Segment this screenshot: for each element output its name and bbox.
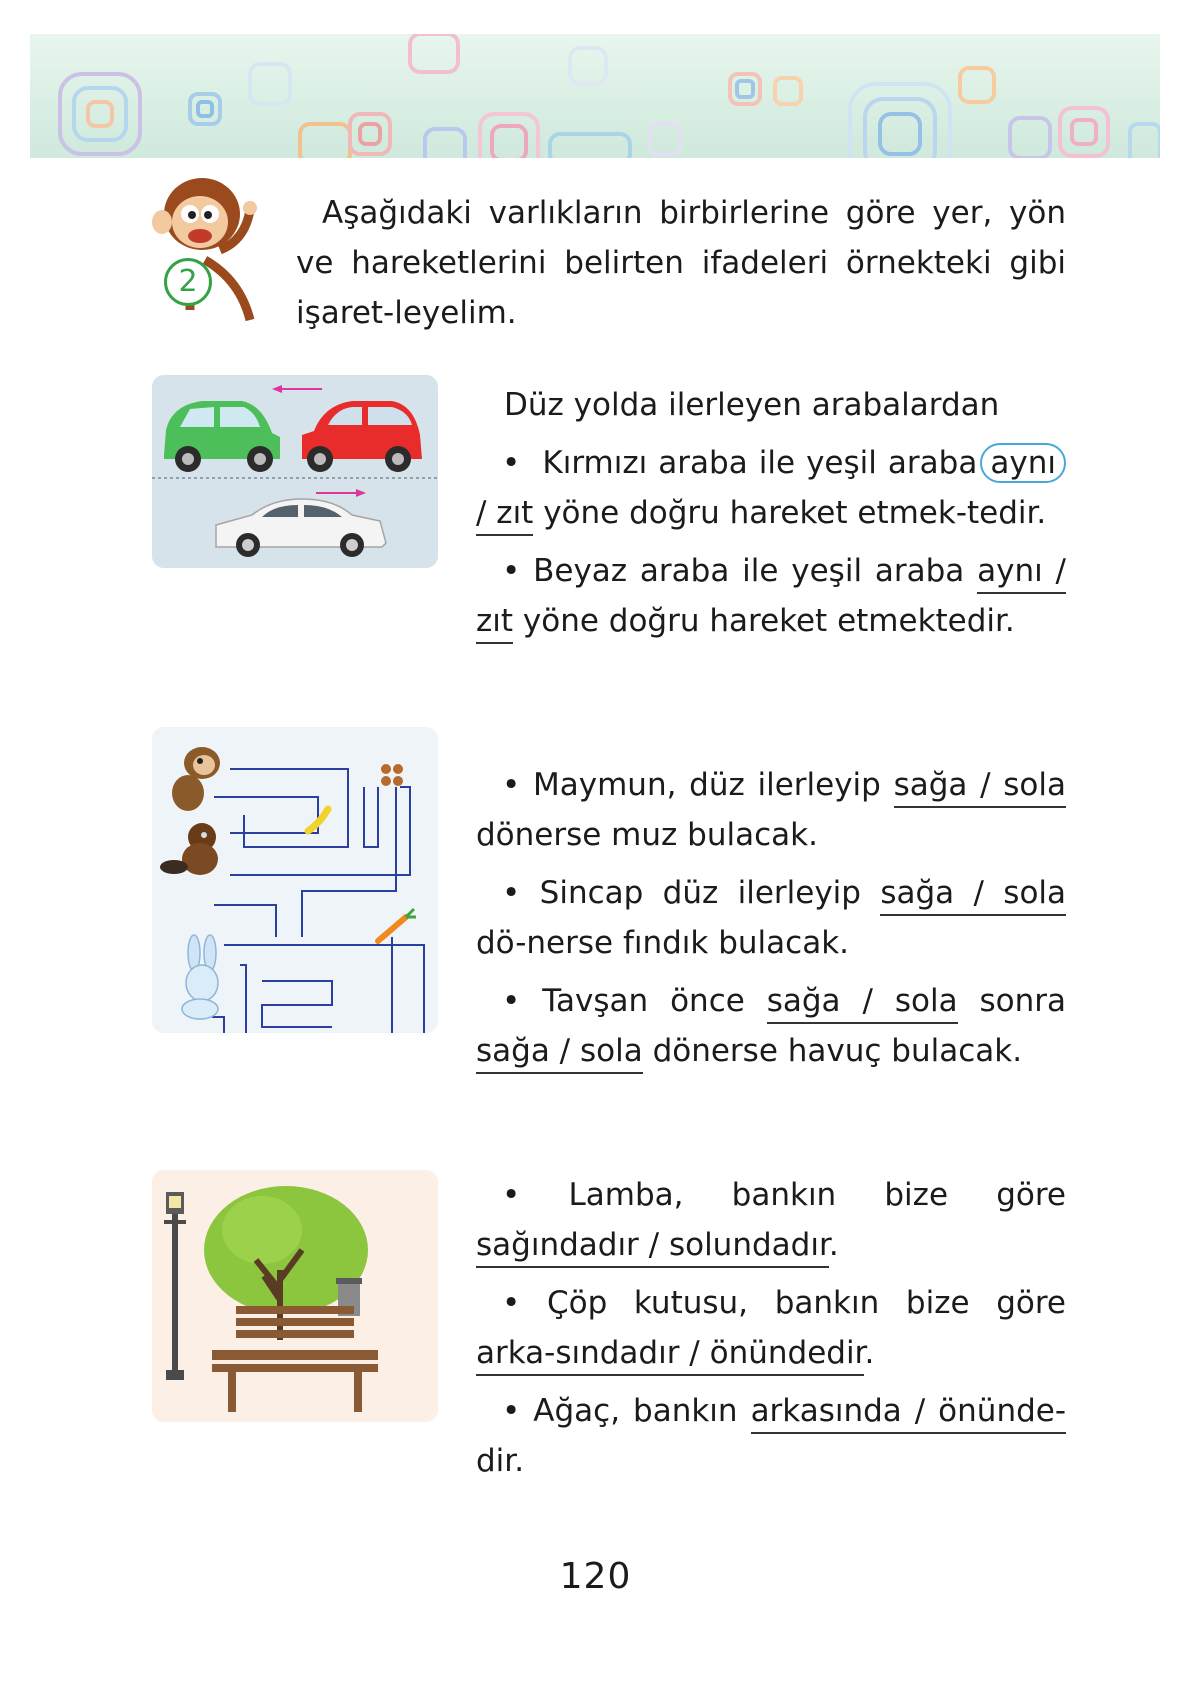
park-question-2 [476,1278,1066,1378]
page-number: 120 [559,1556,632,1597]
answer-option-behind-front[interactable]: arka-sındadır / önündedir [476,1335,864,1376]
maze-question-1 [476,760,1066,860]
q1-text-b: yöne doğru hareket etmek-tedir. [543,495,1047,531]
park-question-3 [476,1386,1066,1486]
park-q1-text-b: . [828,1227,839,1263]
header-banner [30,34,1160,158]
instruction-text [296,188,1066,338]
park-question-1 [476,1170,1066,1270]
instruction-body: Aşağıdaki varlıkların birbirlerine göre yer, yön ve hareketlerini belirten ifadeleri örnekteki gibi işaret-leyelim. [296,195,1066,331]
answer-option-same-circled[interactable]: aynı [980,443,1066,483]
answer-option-right-left-1[interactable]: sağa / sola [767,983,958,1024]
answer-option-right-left[interactable]: sağa / sola [894,767,1066,808]
maze-question-3 [476,976,1066,1076]
maze-q3-text-mid: sonra [979,983,1066,1019]
cars-question-2 [476,546,1066,646]
answer-option-right-left[interactable]: sağa / sola [880,875,1066,916]
q2-text-a: Beyaz araba ile yeşil araba [533,553,965,589]
answer-option-opposite[interactable]: / zıt [476,495,533,536]
cars-intro: Düz yolda ilerleyen arabalardan [504,387,1000,423]
task-number-badge: 2 [164,258,212,306]
park-picture [152,1170,438,1422]
park-q3-text-b: dir. [476,1443,525,1479]
answer-option-same-opposite[interactable]: aynı / zıt [476,553,1066,644]
monkey-mascot [150,170,270,328]
bullet: • [502,1177,521,1213]
maze-q2-text-b: dö-nerse fındık bulacak. [476,925,849,961]
bullet: • [502,1285,521,1321]
park-questions [476,1170,1066,1494]
park-q3-text-a: Ağaç, bankın [533,1393,738,1429]
maze-picture [152,727,438,1033]
q1-text-a: Kırmızı araba ile yeşil araba [542,445,978,481]
bullet: • [502,1393,521,1429]
answer-option-behind-front[interactable]: arkasında / önünde- [751,1393,1066,1434]
maze-q3-text-a: Tavşan önce [542,983,745,1019]
maze-q1-text-b: dönerse muz bulacak. [476,817,818,853]
bullet: • [502,767,521,803]
park-q1-text-a: Lamba, bankın bize göre [568,1177,1066,1213]
maze-questions [476,760,1066,1084]
maze-q1-text-a: Maymun, düz ilerleyip [533,767,881,803]
cars-question-1 [476,438,1066,538]
maze-q3-text-b: dönerse havuç bulacak. [652,1033,1023,1069]
cars-picture [152,375,438,568]
bullet: • [502,445,521,481]
maze-question-2 [476,868,1066,968]
bullet: • [502,983,521,1019]
park-q2-text-b: . [864,1335,875,1371]
bullet: • [502,553,521,589]
q2-text-b: yöne doğru hareket etmektedir. [522,603,1015,639]
answer-option-right-left-2[interactable]: sağa / sola [476,1033,643,1074]
answer-option-right-left[interactable]: sağındadır / solundadır [476,1227,829,1268]
maze-q2-text-a: Sincap düz ilerleyip [539,875,861,911]
park-q2-text-a: Çöp kutusu, bankın bize göre [546,1285,1066,1321]
cars-questions [476,380,1066,654]
bullet: • [502,875,521,911]
